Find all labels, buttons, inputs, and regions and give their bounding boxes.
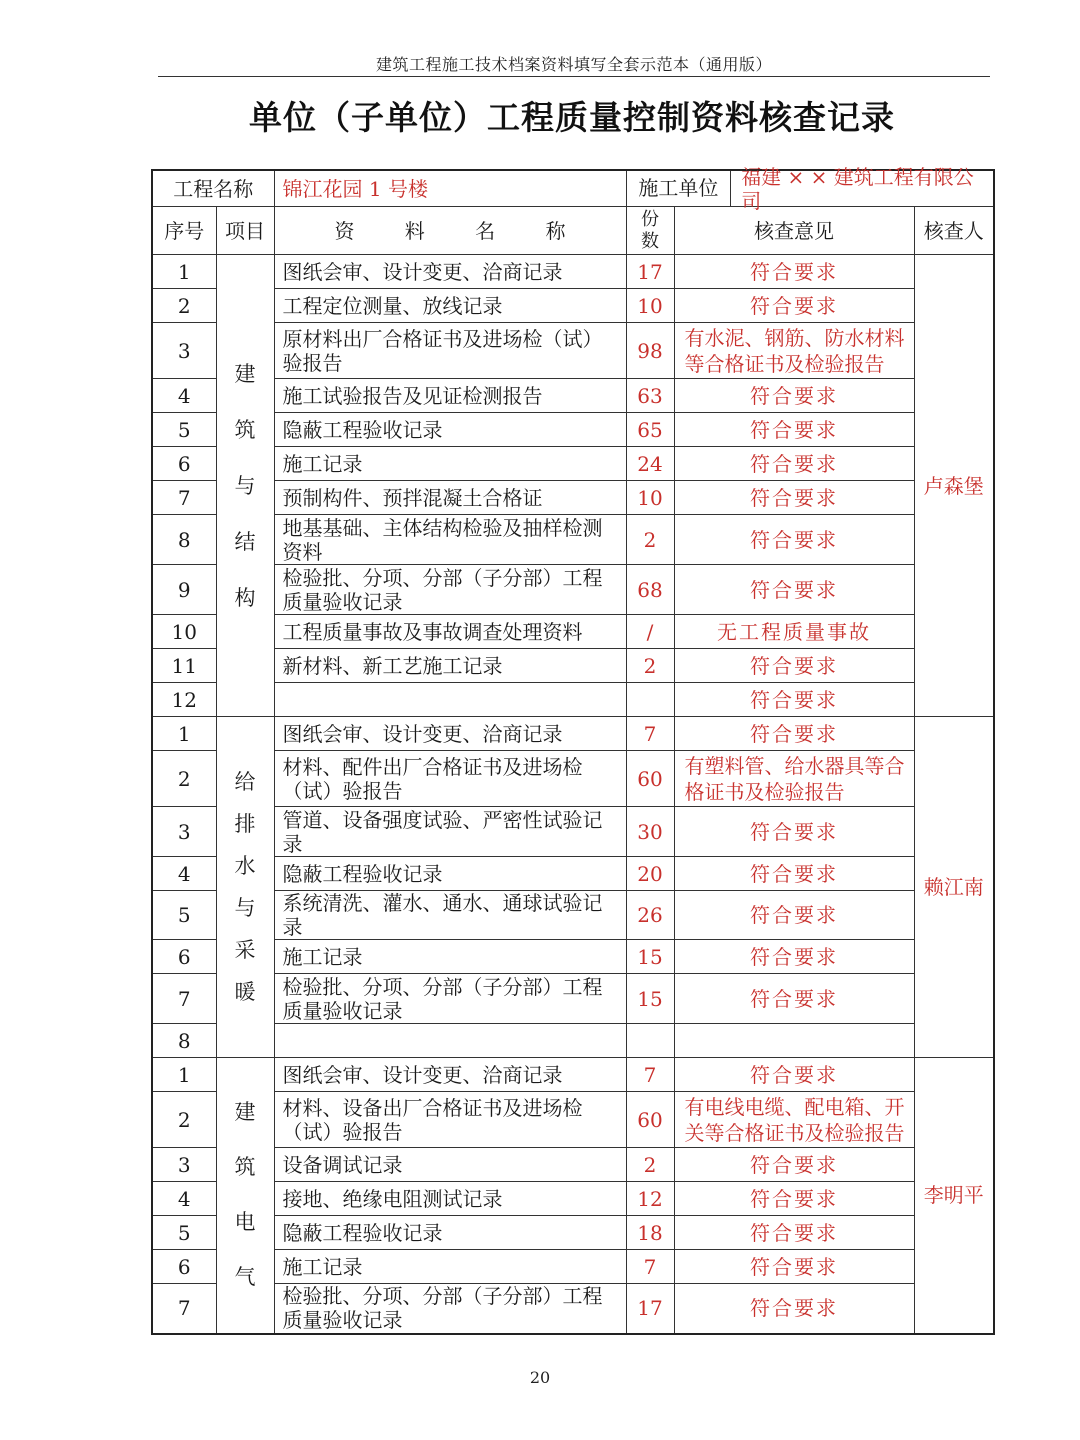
row-opinion: 有塑料管、给水器具等合格证书及检验报告 (674, 751, 914, 807)
project-info-row (152, 170, 994, 207)
row-seq: 4 (152, 1182, 216, 1216)
row-doc-name: 施工记录 (274, 447, 626, 481)
table-row (152, 255, 994, 289)
record-body (152, 255, 994, 1334)
row-copies: 2 (626, 649, 674, 683)
row-doc-name: 图纸会审、设计变更、洽商记录 (274, 255, 626, 289)
row-copies: 68 (626, 565, 674, 615)
col-header-copies: 份数 (626, 207, 674, 255)
item-group-label: 建筑与结构 (216, 255, 274, 717)
row-doc-name: 系统清洗、灌水、通水、通球试验记录 (274, 891, 626, 940)
row-seq: 12 (152, 683, 216, 717)
row-seq: 6 (152, 447, 216, 481)
row-doc-name: 预制构件、预拌混凝土合格证 (274, 481, 626, 515)
row-opinion: 符合要求 (674, 481, 914, 515)
col-header-doc-name: 资 料 名 称 (274, 207, 626, 255)
table-row (152, 323, 994, 379)
table-row (152, 379, 994, 413)
row-doc-name: 隐蔽工程验收记录 (274, 857, 626, 891)
row-opinion: 符合要求 (674, 940, 914, 974)
column-header-row (152, 207, 994, 255)
row-copies: 10 (626, 289, 674, 323)
table-row (152, 751, 994, 807)
table-row (152, 683, 994, 717)
table-row (152, 1250, 994, 1284)
item-group-label: 给排水与采暖 (216, 717, 274, 1058)
row-doc-name: 新材料、新工艺施工记录 (274, 649, 626, 683)
row-opinion: 符合要求 (674, 289, 914, 323)
row-opinion: 符合要求 (674, 447, 914, 481)
table-row (152, 1284, 994, 1334)
col-header-seq: 序号 (152, 207, 216, 255)
row-seq: 10 (152, 615, 216, 649)
row-copies: 60 (626, 751, 674, 807)
row-doc-name (274, 683, 626, 717)
row-seq: 1 (152, 717, 216, 751)
contractor-value: 福建 × × 建筑工程有限公司 (741, 164, 974, 213)
row-seq: 1 (152, 255, 216, 289)
row-doc-name: 检验批、分项、分部（子分部）工程质量验收记录 (274, 565, 626, 615)
row-doc-name: 隐蔽工程验收记录 (274, 1216, 626, 1250)
row-seq: 11 (152, 649, 216, 683)
table-row (152, 807, 994, 857)
table-row (152, 565, 994, 615)
row-opinion: 符合要求 (674, 1182, 914, 1216)
item-group-label: 建筑电气 (216, 1058, 274, 1334)
row-doc-name: 施工记录 (274, 1250, 626, 1284)
row-doc-name: 地基基础、主体结构检验及抽样检测资料 (274, 515, 626, 565)
row-opinion: 符合要求 (674, 1058, 914, 1092)
row-seq: 2 (152, 1092, 216, 1148)
row-seq: 2 (152, 289, 216, 323)
col-header-item: 项目 (216, 207, 274, 255)
row-opinion: 符合要求 (674, 891, 914, 940)
row-doc-name: 图纸会审、设计变更、洽商记录 (274, 1058, 626, 1092)
row-seq: 8 (152, 515, 216, 565)
table-row (152, 857, 994, 891)
table-row (152, 940, 994, 974)
row-seq: 8 (152, 1024, 216, 1058)
document-title: 单位（子单位）工程质量控制资料核查记录 (249, 98, 895, 137)
row-copies: 17 (626, 255, 674, 289)
row-doc-name: 施工记录 (274, 940, 626, 974)
row-copies: 20 (626, 857, 674, 891)
project-name-value: 锦江花园 1 号楼 (274, 170, 626, 207)
row-opinion: 有电线电缆、配电箱、开关等合格证书及检验报告 (674, 1092, 914, 1148)
table-row (152, 1058, 994, 1092)
inspector-name: 李明平 (914, 1058, 994, 1334)
row-seq: 6 (152, 940, 216, 974)
row-doc-name: 原材料出厂合格证书及进场检（试）验报告 (274, 323, 626, 379)
row-opinion: 有水泥、钢筋、防水材料等合格证书及检验报告 (674, 323, 914, 379)
inspector-name: 卢森堡 (914, 255, 994, 717)
row-copies: 15 (626, 974, 674, 1024)
row-doc-name: 材料、设备出厂合格证书及进场检（试）验报告 (274, 1092, 626, 1148)
row-seq: 2 (152, 751, 216, 807)
row-copies: 98 (626, 323, 674, 379)
page-number: 20 (529, 1368, 551, 1387)
table-row (152, 1182, 994, 1216)
row-opinion: 符合要求 (674, 717, 914, 751)
quality-record-table (151, 164, 995, 1335)
row-opinion: 无工程质量事故 (674, 615, 914, 649)
row-seq: 7 (152, 481, 216, 515)
row-opinion: 符合要求 (674, 413, 914, 447)
row-opinion: 符合要求 (674, 515, 914, 565)
row-copies: 30 (626, 807, 674, 857)
row-seq: 3 (152, 1148, 216, 1182)
row-doc-name: 工程质量事故及事故调查处理资料 (274, 615, 626, 649)
row-copies: 12 (626, 1182, 674, 1216)
row-copies: 10 (626, 481, 674, 515)
running-header: 建筑工程施工技术档案资料填写全套示范本（通用版） (375, 55, 772, 74)
row-seq: 4 (152, 379, 216, 413)
row-seq: 5 (152, 413, 216, 447)
row-copies: 7 (626, 1058, 674, 1092)
table-row (152, 615, 994, 649)
header-rule (158, 76, 990, 77)
row-copies: 24 (626, 447, 674, 481)
row-opinion: 符合要求 (674, 1250, 914, 1284)
row-seq: 3 (152, 323, 216, 379)
row-opinion: 符合要求 (674, 683, 914, 717)
row-opinion: 符合要求 (674, 565, 914, 615)
row-opinion: 符合要求 (674, 1284, 914, 1334)
row-opinion: 符合要求 (674, 807, 914, 857)
row-copies: 7 (626, 717, 674, 751)
row-doc-name: 施工试验报告及见证检测报告 (274, 379, 626, 413)
table-row (152, 447, 994, 481)
row-opinion: 符合要求 (674, 1216, 914, 1250)
row-seq: 1 (152, 1058, 216, 1092)
row-copies: 15 (626, 940, 674, 974)
table-row (152, 1148, 994, 1182)
row-opinion: 符合要求 (674, 379, 914, 413)
col-header-opinion: 核查意见 (674, 207, 914, 255)
row-copies: 7 (626, 1250, 674, 1284)
row-copies: 60 (626, 1092, 674, 1148)
contractor-label: 施工单位 (575, 171, 732, 206)
table-row (152, 649, 994, 683)
row-copies: 2 (626, 1148, 674, 1182)
table-row (152, 289, 994, 323)
inspector-name: 赖江南 (914, 717, 994, 1058)
row-seq: 5 (152, 891, 216, 940)
row-doc-name: 管道、设备强度试验、严密性试验记录 (274, 807, 626, 857)
row-copies: 63 (626, 379, 674, 413)
table-row (152, 1216, 994, 1250)
row-seq: 6 (152, 1250, 216, 1284)
col-header-inspector: 核查人 (914, 207, 994, 255)
row-opinion (674, 1024, 914, 1058)
row-seq: 4 (152, 857, 216, 891)
row-copies (626, 683, 674, 717)
row-copies: 18 (626, 1216, 674, 1250)
row-opinion: 符合要求 (674, 1148, 914, 1182)
row-doc-name: 设备调试记录 (274, 1148, 626, 1182)
row-doc-name: 检验批、分项、分部（子分部）工程质量验收记录 (274, 1284, 626, 1334)
row-copies: / (626, 615, 674, 649)
row-opinion: 符合要求 (674, 649, 914, 683)
table-row (152, 1024, 994, 1058)
row-doc-name: 材料、配件出厂合格证书及进场检（试）验报告 (274, 751, 626, 807)
row-opinion: 符合要求 (674, 255, 914, 289)
row-seq: 3 (152, 807, 216, 857)
table-row (152, 974, 994, 1024)
row-doc-name: 检验批、分项、分部（子分部）工程质量验收记录 (274, 974, 626, 1024)
row-copies: 2 (626, 515, 674, 565)
row-doc-name: 接地、绝缘电阻测试记录 (274, 1182, 626, 1216)
row-doc-name: 图纸会审、设计变更、洽商记录 (274, 717, 626, 751)
table-row (152, 717, 994, 751)
row-copies: 65 (626, 413, 674, 447)
row-seq: 7 (152, 1284, 216, 1334)
table-row (152, 413, 994, 447)
row-opinion: 符合要求 (674, 974, 914, 1024)
table-row (152, 515, 994, 565)
table-row (152, 1092, 994, 1148)
row-copies: 26 (626, 891, 674, 940)
row-doc-name: 隐蔽工程验收记录 (274, 413, 626, 447)
table-row (152, 891, 994, 940)
row-doc-name: 工程定位测量、放线记录 (274, 289, 626, 323)
row-opinion: 符合要求 (674, 857, 914, 891)
row-doc-name (274, 1024, 626, 1058)
row-seq: 9 (152, 565, 216, 615)
project-name-label: 工程名称 (152, 170, 274, 207)
row-seq: 7 (152, 974, 216, 1024)
table-row (152, 481, 994, 515)
row-copies (626, 1024, 674, 1058)
row-seq: 5 (152, 1216, 216, 1250)
row-copies: 17 (626, 1284, 674, 1334)
